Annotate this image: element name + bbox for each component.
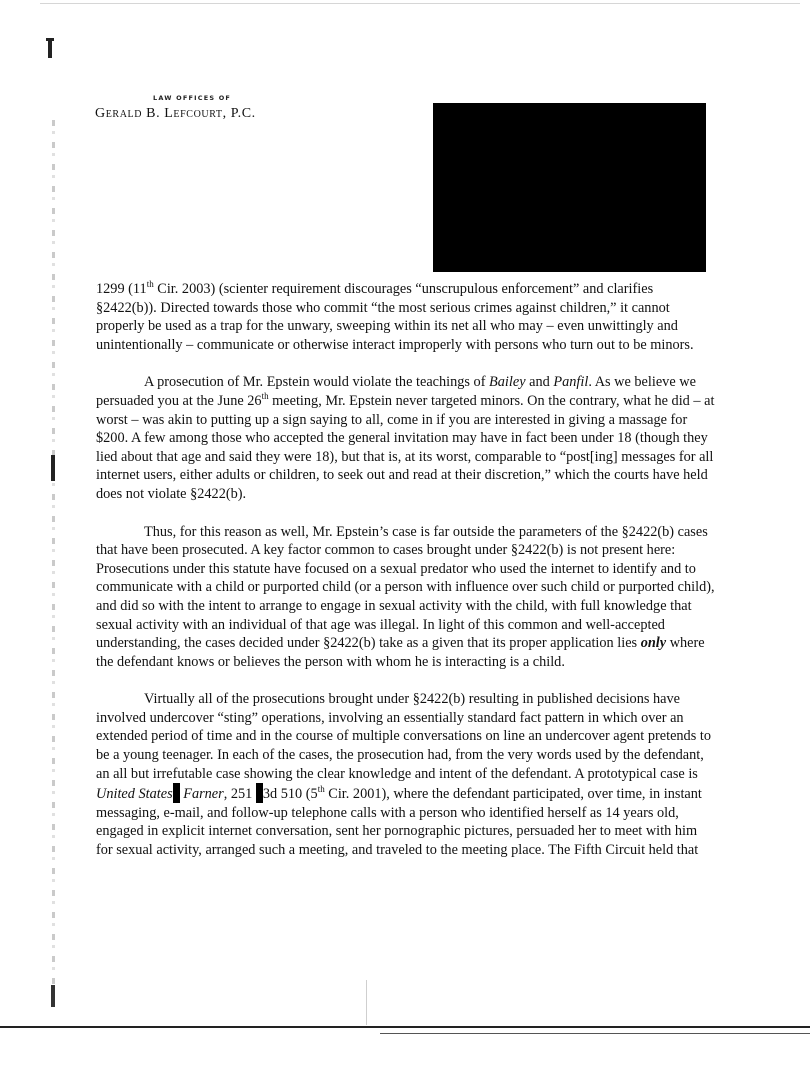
body-paragraph-4 [96,690,716,859]
scan-artifact [51,455,55,481]
body-paragraph-2 [96,373,716,503]
text-run: where the defendant knows or believes the person with whom he is interacting is a child. [96,635,705,670]
case-name: United States [96,786,173,803]
scan-edge-top [40,3,800,4]
case-name: Bailey [489,374,526,391]
text-run: Cir. 2003) (scienter requirement discourages “unscrupulous enforcement” and clarifies §2422(b)). Directed towards those who commit “the most serious crimes against children,” it cannot properly be used as a trap for the unwary, sweeping within its net all who may – even unwittingly and unintentionally – communicate or otherwise interact improperly with persons who turn out to be minors. [96,281,694,353]
letter-body [96,280,716,879]
body-paragraph-3 [96,523,716,672]
letterhead [95,94,335,122]
redaction-block [433,103,706,272]
bold-emphasis [641,635,666,651]
emphasis-text: only [640,635,667,652]
text-run: Virtually all of the prosecutions brought under §2422(b) resulting in published decisions have involved undercover “sting” operations, involving an essentially standard fact pattern in which over an extended period of time and in the course of multiple conversations on line an undercover agent pretends to be a young teenager. In each of the cases, the prosecution had, from the very words used by the defendant, an all but irrefutable case showing the clear knowledge and intent of the defendant. A prototypical case is [96,691,711,782]
text-run: Cir. 2001), where the defendant participated, over time, in instant messaging, e-mail, and follow-up telephone calls with a person who identified herself as 14 years old, engaged in explicit internet conversation, sent her pornographic pictures, persuaded her to meet with him for sexual activity, arranged such a meeting, and traveled to the meeting place. The Fifth Circuit held that [96,786,702,859]
letterhead-firm-name: Gerald B. Lefcourt, P.C. [95,106,256,121]
case-name: Farner [179,786,224,803]
scan-artifact [51,985,55,1007]
ordinal-suffix: th [317,784,325,795]
scan-edge-bottom [0,1026,810,1028]
text-run: . As we believe we persuaded you at the June 26 [96,374,696,409]
text-run: Thus, for this reason as well, Mr. Epstein’s case is far outside the parameters of the §2422(b) cases that have been prosecuted. A key factor common to cases brought under §2422(b) is not present here: Prosecutions under this statute have focused on a sexual predator who used the internet to identify and to communicate with a child or purported child (or a person with influence over such child or purported child), and did so with the intent to arrange to engage in sexual activity with the child, with full knowledge that sexual activity with an individual of that age was illegal. In light of this common and well-accepted understanding, the cases decided under §2422(b) take as a given that its proper application lies [96,523,715,652]
scan-fold-mark [366,980,367,1025]
staple-mark [48,38,52,58]
scan-edge-left [52,120,55,1010]
text-run: 1299 (11 [96,281,147,297]
case-name: Panfil [553,374,589,391]
text-run: and [525,374,554,391]
body-paragraph-1 [96,280,716,354]
text-run: meeting, Mr. Epstein never targeted minors. On the contrary, what he did – at worst – was akin to putting up a sign saying to all, come in if you are interested in giving a massage for $200. A few among those who accepted the general invitation may have in fact been under 18 (though they lied about that age and said they were 18), but that is, at its worst, comparable to “post[ing] messages for all internet users, either adults or children, to seek out and read at their discretion,” which the courts have held does not violate §2422(b). [96,392,715,502]
inline-redaction [256,783,263,803]
text-run: 3d 510 (5 [262,786,318,803]
ordinal-suffix: th [261,391,269,402]
ordinal-suffix: th [146,279,154,290]
scan-edge-bottom [380,1033,810,1034]
letterhead-offices-label: LAW OFFICES OF [153,94,232,102]
text-run: , 251 [223,786,256,803]
inline-redaction [173,783,180,803]
text-run: A prosecution of Mr. Epstein would violate the teachings of [144,374,490,391]
